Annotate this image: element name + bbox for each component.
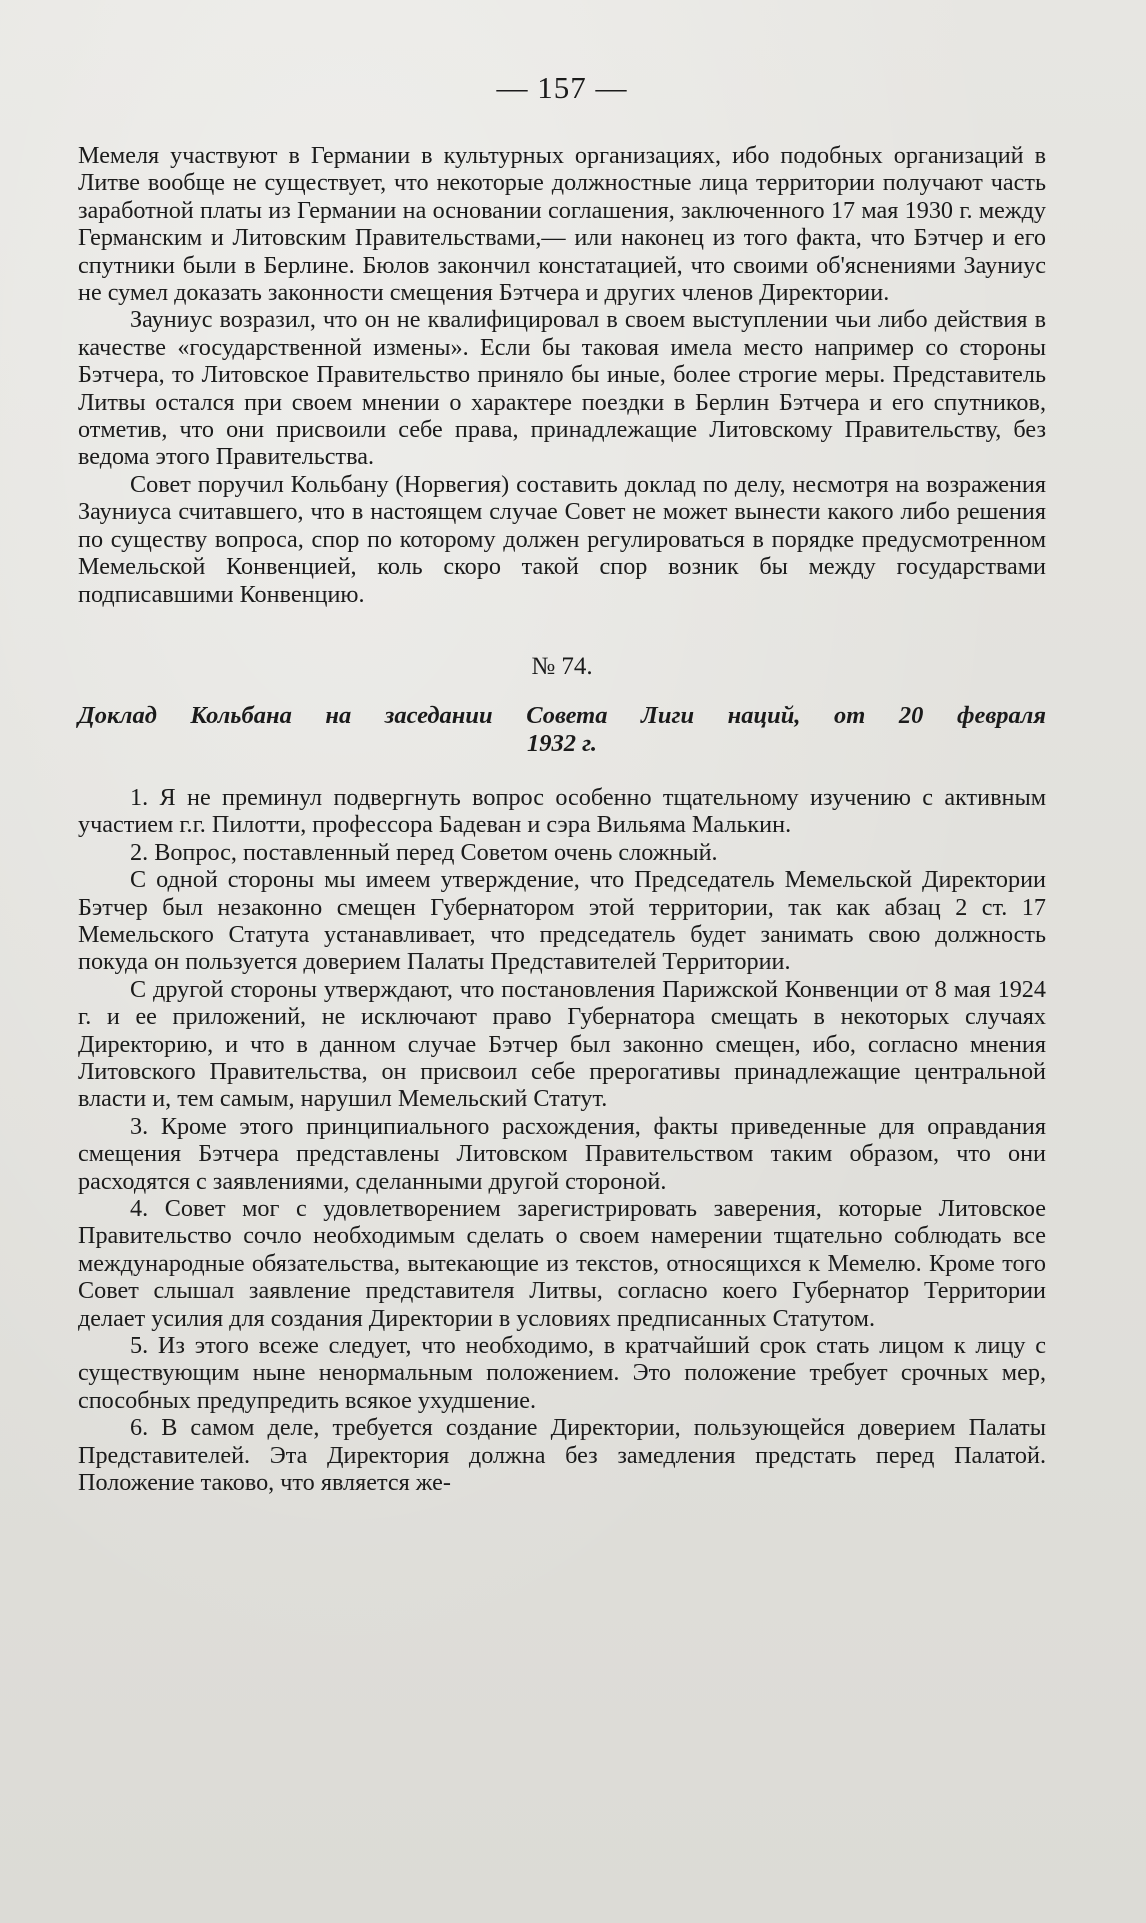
- page-number: — 157 —: [496, 70, 628, 105]
- document-title-line-2: 1932 г.: [527, 729, 597, 757]
- document-number: № 74.: [531, 652, 593, 680]
- report-paragraph-6: 4. Совет мог с удовлетворением зарегистрировать заверения, которые Литовское Правительство сочло необходимым сделать о своем намерении тщательно соблюдать все международные обязательства, вытекающие из текстов, относящихся к Мемелю. Кроме того Совет слышал заявление представителя Литвы, согласно коего Губернатор Территории делает усилия для создания Директории в условиях предписанных Статутом.: [78, 1195, 1046, 1332]
- report-section: [78, 784, 1046, 1497]
- intro-paragraph-3: Совет поручил Кольбану (Норвегия) составить доклад по делу, несмотря на возражения Зауниуса считавшего, что в настоящем случае Совет не может вынести какого либо решения по существу вопроса, спор по которому должен регулироваться в порядке предусмотренном Мемельской Конвенцией, коль скоро такой спор возник бы между государствами подписавшими Конвенцию.: [78, 470, 1046, 608]
- report-paragraph-8: 6. В самом деле, требуется создание Директории, пользующейся доверием Палаты Представителей. Эта Директория должна без замедления предстать перед Палатой. Положение таково, что является же-: [78, 1414, 1046, 1497]
- report-paragraph-4: С другой стороны утверждают, что постановления Парижской Конвенции от 8 мая 1924 г. и ее приложений, не исключают право Губернатора смещать в некоторых случаях Директорию, и что в данном случае Бэтчер был законно смещен, ибо, согласно мнения Литовского Правительства, он присвоил себе прерогативы принадлежащие центральной власти и, тем самым, нарушил Мемельский Статут.: [78, 975, 1046, 1113]
- report-paragraph-5: 3. Кроме этого принципиального расхождения, факты приведенные для оправдания смещения Бэтчера представлены Литовском Правительством таким образом, что они расходятся с заявлениями, сделанными другой стороной.: [78, 1112, 1046, 1195]
- report-paragraph-7: 5. Из этого всеже следует, что необходимо, в кратчайший срок стать лицом к лицу с существующим ныне ненормальным положением. Это положение требует срочных мер, способных предупредить всякое ухудшение.: [78, 1332, 1046, 1414]
- report-paragraph-1: 1. Я не преминул подвергнуть вопрос особенно тщательному изучению с активным участием г.г. Пилотти, профессора Бадеван и сэра Вильяма Малькин.: [78, 783, 1046, 839]
- report-paragraph-3: С одной стороны мы имеем утверждение, что Председатель Мемельской Директории Бэтчер был незаконно смещен Губернатором этой территории, так как абзац 2 ст. 17 Мемельского Статута устанавливает, что председатель будет занимать свою должность покуда он пользуется доверием Палаты Представителей Территории.: [78, 866, 1046, 976]
- intro-paragraph-1: Мемеля участвуют в Германии в культурных организациях, ибо подобных организаций в Литве вообще не существует, что некоторые должностные лица территории получают часть заработной платы из Германии на основании соглашения, заключенного 17 мая 1930 г. между Германским и Литовским Правительствами,— или наконец из того факта, что Бэтчер и его спутники были в Берлине. Бюлов закончил констатацией, что своими об'яснениями Зауниус не сумел доказать законности смещения Бэтчера и других членов Директории.: [78, 142, 1046, 307]
- intro-paragraph-2: Зауниус возразил, что он не квалифицировал в своем выступлении чьи либо действия в качестве «государственной измены». Если бы таковая имела место например со стороны Бэтчера, то Литовское Правительство приняло бы иные, более строгие меры. Представитель Литвы остался при своем мнении о характере поездки в Берлин Бэтчера и его спутников, отметив, что они присвоили себе права, принадлежащие Литовскому Правительству, без ведома этого Правительства.: [78, 306, 1046, 471]
- report-paragraph-2: 2. Вопрос, поставленный перед Советом очень сложный.: [130, 838, 718, 866]
- document-title-line-1: Доклад Кольбана на заседании Совета Лиги наций, от 20 февраля: [78, 701, 1046, 729]
- intro-section: [78, 142, 1046, 608]
- document-title: [78, 702, 1046, 758]
